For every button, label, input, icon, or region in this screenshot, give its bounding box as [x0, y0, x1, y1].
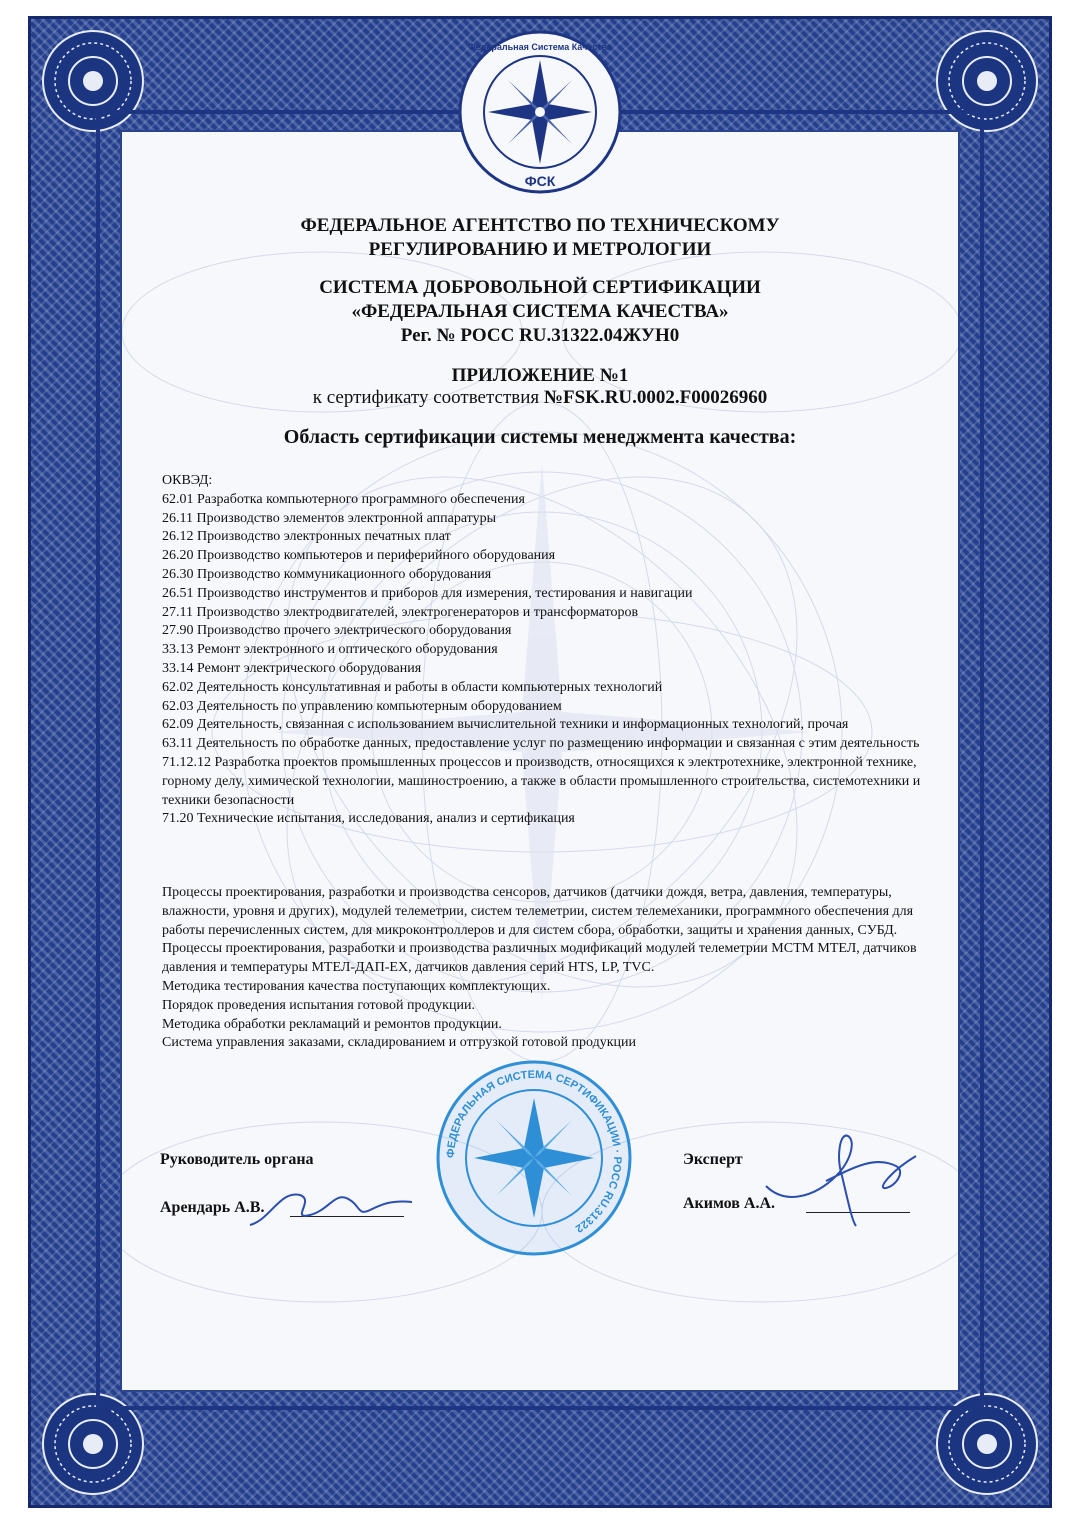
- system-line-1: СИСТЕМА ДОБРОВОЛЬНОЙ СЕРТИФИКАЦИИ: [319, 277, 761, 298]
- okved-item: 63.11 Деятельность по обработке данных, предоставление услуг по размещению информации и связанная с этим деятельность: [162, 736, 920, 752]
- okved-item: 26.30 Производство коммуникационного оборудования: [162, 566, 492, 582]
- okved-item: 27.90 Производство прочего электрического оборудования: [162, 623, 512, 639]
- logo-arc-text: Федеральная Система Качества: [467, 42, 613, 52]
- appendix-title: ПРИЛОЖЕНИЕ №1: [451, 365, 629, 386]
- cert-number: №FSK.RU.0002.F00026960: [543, 387, 768, 408]
- okved-item: 71.20 Технические испытания, исследования, анализ и сертификация: [162, 811, 575, 827]
- process-item: Порядок проведения испытания готовой продукции.: [162, 997, 475, 1013]
- agency-line-1: ФЕДЕРАЛЬНОЕ АГЕНТСТВО ПО ТЕХНИЧЕСКОМУ: [300, 215, 780, 236]
- head-handwritten-signature: [240, 1170, 420, 1240]
- okved-item: 26.51 Производство инструментов и приборов для измерения, тестирования и навигации: [162, 585, 693, 601]
- okved-label: ОКВЭД:: [162, 473, 213, 488]
- okved-item: 27.11 Производство электродвигателей, электрогенераторов и трансформаторов: [162, 604, 639, 620]
- agency-heading: [160, 214, 920, 262]
- okved-item: 62.09 Деятельность, связанная с использованием вычислительной техники и информационных технологий, прочая: [162, 717, 849, 733]
- stamp-ring-text: ФЕДЕРАЛЬНАЯ СИСТЕМА СЕРТИФИКАЦИИ · РОСС RU.31322: [444, 1068, 624, 1235]
- okved-item: 62.02 Деятельность консультативная и работы в области компьютерных технологий: [162, 679, 663, 695]
- official-stamp: [434, 1058, 634, 1258]
- expert-name: Акимов А.А.: [683, 1195, 776, 1212]
- system-line-2: «ФЕДЕРАЛЬНАЯ СИСТЕМА КАЧЕСТВА»: [351, 301, 729, 322]
- head-title: Руководитель органа: [160, 1151, 314, 1168]
- okved-item: 71.12.12 Разработка проектов промышленных процессов и производств, относящихся к электротехнике, электронной технике, горному делу, химической технологии, машиностроению, а также в области промышленного строительства, системотехники и техники безопасности: [162, 754, 921, 808]
- agency-line-2: РЕГУЛИРОВАНИЮ И МЕТРОЛОГИИ: [368, 239, 712, 260]
- okved-item: 26.12 Производство электронных печатных плат: [162, 529, 451, 545]
- okved-list: [162, 472, 932, 829]
- process-item: Система управления заказами, складированием и отгрузкой готовой продукции: [162, 1035, 637, 1051]
- system-heading: [160, 276, 920, 348]
- okved-item: 33.14 Ремонт электрического оборудования: [162, 660, 422, 676]
- okved-item: 62.01 Разработка компьютерного программного обеспечения: [162, 491, 525, 507]
- process-item: Методика тестирования качества поступающих комплектующих.: [162, 978, 551, 994]
- okved-item: 26.20 Производство компьютеров и периферийного оборудования: [162, 548, 556, 564]
- expert-title: Эксперт: [683, 1151, 743, 1168]
- head-name: Арендарь А.В.: [160, 1199, 265, 1216]
- process-item: Процессы проектирования, разработки и производства сенсоров, датчиков (датчики дождя, ветра, давления, температуры, влажности, уровня и других), модулей телеметрии, систем телеметрии, систем телемеханики, программного обеспечения для работы перечисленных систем, для микроконтроллеров и для систем сбора, обработки, защиты и хранения данных, СУБД.: [162, 885, 914, 938]
- processes-list: [162, 884, 932, 1053]
- reg-number: Рег. № РОСС RU.31322.04ЖУН0: [400, 325, 680, 346]
- expert-handwritten-signature: [756, 1126, 926, 1236]
- process-item: Методика обработки рекламаций и ремонтов продукции.: [162, 1016, 502, 1032]
- process-item: Процессы проектирования, разработки и производства различных модификаций модулей телеметрии МСТМ МТЕЛ, датчиков давления и температуры МТЕЛ-ДАП-ЕХ, датчиков давления серий HTS, LP, TVC.: [162, 941, 917, 976]
- cert-prefix: к сертификату соответствия: [312, 387, 544, 408]
- okved-item: 33.13 Ремонт электронного и оптического оборудования: [162, 642, 498, 658]
- okved-item: 62.03 Деятельность по управлению компьютерным оборудованием: [162, 698, 562, 714]
- okved-item: 26.11 Производство элементов электронной аппаратуры: [162, 510, 497, 526]
- scope-title: Область сертификации системы менеджмента качества:: [283, 426, 797, 448]
- logo-abbr: ФСК: [524, 173, 556, 189]
- certificate-reference: [160, 386, 920, 410]
